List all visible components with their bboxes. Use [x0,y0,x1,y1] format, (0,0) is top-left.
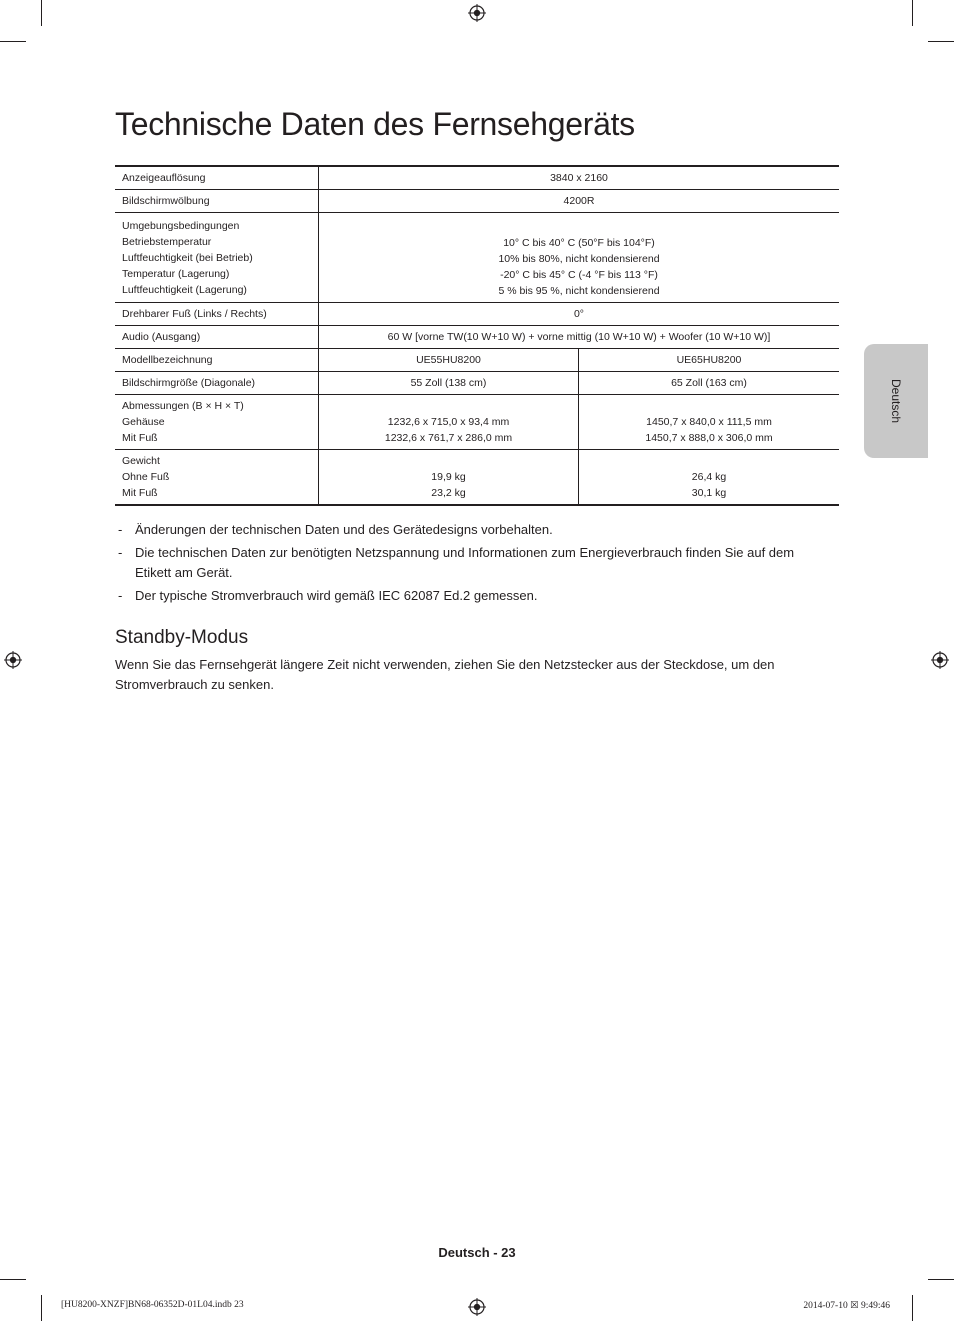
model-2-value [579,395,840,450]
value-line: 19,9 kg [431,470,466,483]
note-item [115,543,815,583]
dash-bullet: - [118,588,123,603]
table-row [115,395,839,450]
table-row [115,326,839,349]
row-label [115,213,319,303]
row-label: Audio (Ausgang) [115,326,319,349]
registration-mark-icon [468,4,486,22]
table-row [115,450,839,506]
label-line: Mit Fuß [122,487,158,499]
footer-timestamp: 2014-07-10 ☒ 9:49:46 [803,1301,890,1311]
row-value: 0° [319,303,840,326]
value-line: 1450,7 x 840,0 x 111,5 mm [646,415,772,428]
value-line: -20° C bis 45° C (-4 °F bis 113 °F) [500,269,658,281]
row-value: 4200R [319,190,840,213]
row-label: Drehbarer Fuß (Links / Rechts) [115,303,319,326]
value-line: 26,4 kg [691,470,727,483]
section-heading: Standby-Modus [115,627,249,648]
crop-mark [0,41,26,42]
label-line: Temperatur (Lagerung) [122,267,230,280]
table-row [115,372,839,395]
page-number: Deutsch - 23 [438,1245,516,1260]
model-2-value: 65 Zoll (163 cm) [579,372,840,395]
model-2-value [579,450,840,506]
row-label [115,450,319,506]
note-text: Änderungen der technischen Daten und des Gerätedesigns vorbehalten. [135,522,553,537]
label-line: Luftfeuchtigkeit (Lagerung) [122,283,247,296]
model-2-value: UE65HU8200 [579,349,840,372]
table-row [115,213,839,303]
spec-table [115,165,839,506]
value-line: 23,2 kg [431,486,466,499]
table-row [115,190,839,213]
row-label [115,395,319,450]
model-1-value: 55 Zoll (138 cm) [319,372,579,395]
label-line: Mit Fuß [122,432,158,444]
model-1-value: UE55HU8200 [319,349,579,372]
crop-mark [928,41,954,42]
dash-bullet: - [118,545,123,560]
notes-list [115,520,815,609]
value-line: 1232,6 x 715,0 x 93,4 mm [387,415,510,428]
value-line: 5 % bis 95 %, nicht kondensierend [498,285,660,297]
crop-mark [912,1295,913,1321]
row-value [319,213,840,303]
note-item [115,586,815,606]
model-1-value [319,395,579,450]
value-line: 10° C bis 40° C (50°F bis 104°F) [503,237,655,249]
label-line: Ohne Fuß [122,471,170,483]
row-label: Bildschirmwölbung [115,190,319,213]
value-line: 30,1 kg [691,486,727,499]
row-label: Modellbezeichnung [115,349,319,372]
table-row [115,349,839,372]
row-label: Anzeigeauflösung [115,166,319,190]
row-value: 3840 x 2160 [550,172,608,184]
crop-mark [912,0,913,26]
registration-mark-icon [931,651,949,669]
footer-file-info: [HU8200-XNZF]BN68-06352D-01L04.indb 23 [61,1300,244,1310]
section-paragraph: Wenn Sie das Fernsehgerät längere Zeit nicht verwenden, ziehen Sie den Netzstecker aus der Steckdose, um den Stromverbrauch zu senken. [115,657,775,692]
label-line: Umgebungsbedingungen [122,219,240,232]
label-line: Luftfeuchtigkeit (bei Betrieb) [122,251,253,264]
label-line: Gewicht [122,455,160,467]
language-side-tab [864,344,928,458]
side-tab-label: Deutsch [889,378,903,424]
crop-mark [928,1279,954,1280]
value-line: 1232,6 x 761,7 x 286,0 mm [384,431,513,444]
page-title: Technische Daten des Fernsehgeräts [115,106,635,142]
value-line: 1450,7 x 888,0 x 306,0 mm [645,431,773,444]
note-text: Die technischen Daten zur benötigten Netzspannung und Informationen zum Energieverbrauch finden Sie auf dem Etikett am Gerät. [135,545,795,580]
dash-bullet: - [118,522,123,537]
registration-mark-icon [4,651,22,669]
value-line: 10% bis 80%, nicht kondensierend [498,253,660,265]
note-item [115,520,815,540]
crop-mark [41,0,42,26]
label-line: Betriebstemperatur [122,235,212,248]
note-text: Der typische Stromverbrauch wird gemäß IEC 62087 Ed.2 gemessen. [135,588,538,603]
label-line: Gehäuse [122,416,165,428]
table-row [115,166,839,190]
row-label: Bildschirmgröße (Diagonale) [115,372,319,395]
crop-mark [0,1279,26,1280]
row-value: 60 W [vorne TW(10 W+10 W) + vorne mittig (10 W+10 W) + Woofer (10 W+10 W)] [319,326,840,349]
model-1-value [319,450,579,506]
crop-mark [41,1295,42,1321]
label-line: Abmessungen (B × H × T) [122,400,244,412]
table-row [115,303,839,326]
registration-mark-icon [468,1298,486,1316]
